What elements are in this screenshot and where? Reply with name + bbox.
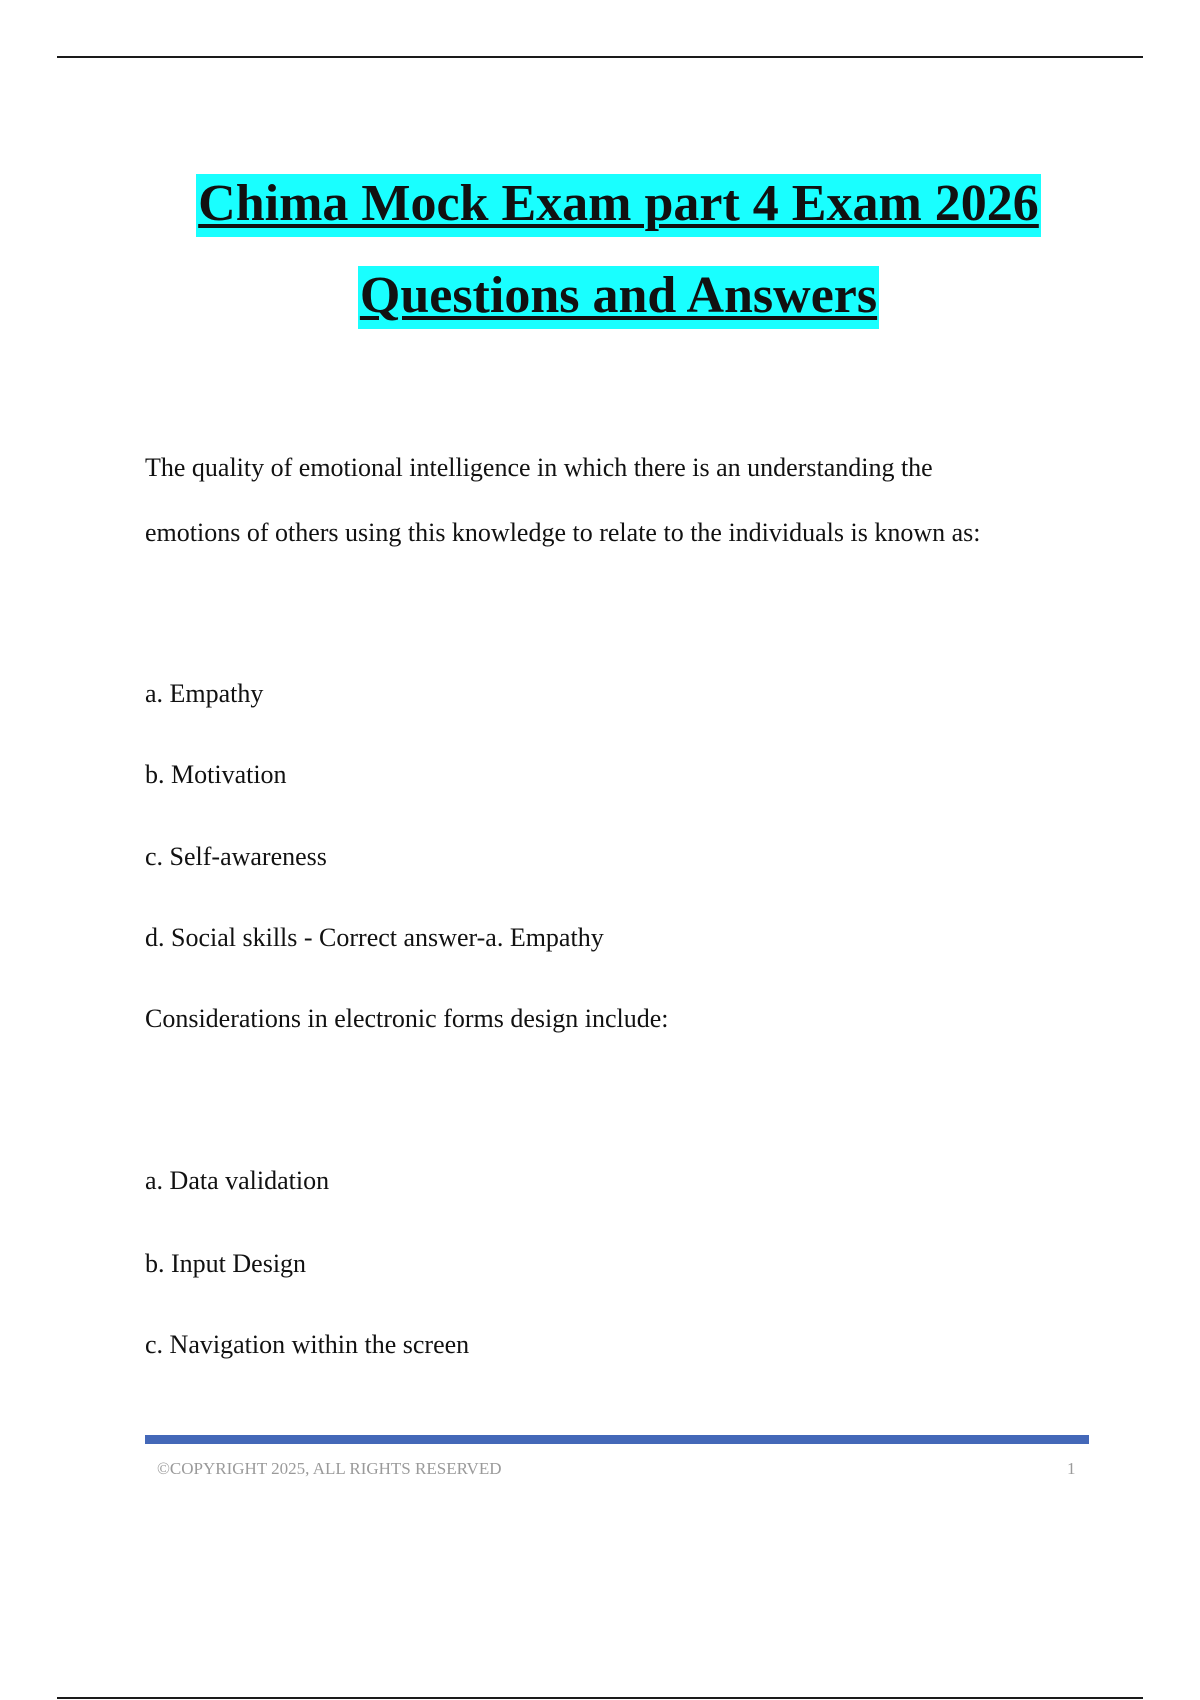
question-1-option-c: c. Self-awareness: [145, 842, 327, 871]
question-2-option-a: a. Data validation: [145, 1166, 330, 1195]
question-1-option-d-answer: d. Social skills - Correct answer-a. Empathy: [145, 923, 604, 952]
footer-copyright: ©COPYRIGHT 2025, ALL RIGHTS RESERVED: [157, 1459, 502, 1478]
question-1-stem-line-2: emotions of others using this knowledge to relate to the individuals is known as:: [145, 518, 981, 547]
question-2-stem: Considerations in electronic forms design include:: [145, 1004, 669, 1033]
question-2-option-b: b. Input Design: [145, 1249, 307, 1278]
top-rule: [57, 56, 1143, 58]
question-1-option-a: a. Empathy: [145, 679, 264, 708]
question-1-option-b: b. Motivation: [145, 760, 287, 789]
title-line-2: Questions and Answers: [358, 266, 879, 329]
footer-page-number: 1: [1067, 1459, 1076, 1478]
page-title: [0, 174, 1200, 358]
question-2-option-c: c. Navigation within the screen: [145, 1330, 470, 1359]
footer-divider-bar: [145, 1435, 1089, 1444]
bottom-rule: [57, 1697, 1143, 1699]
question-1-stem-line-1: The quality of emotional intelligence in which there is an understanding the: [145, 453, 933, 482]
title-line-1: Chima Mock Exam part 4 Exam 2026: [196, 174, 1041, 237]
